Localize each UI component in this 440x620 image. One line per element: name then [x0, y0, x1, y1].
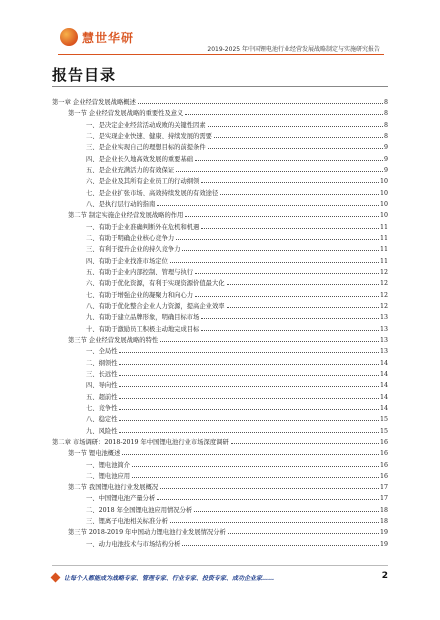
toc-leader-dots — [119, 364, 379, 365]
toc-entry-label: 四、有助于企业找准市场定位 — [86, 257, 168, 265]
toc-entry-page: 16 — [379, 461, 388, 469]
toc-leader-dots — [132, 477, 379, 478]
toc-entry-label: 五、有助于企业内部控制、管理与执行 — [86, 268, 194, 276]
toc-entry-label: 七、竞争性 — [86, 404, 118, 412]
toc-entry[interactable] — [52, 414, 388, 425]
toc-entry-label: 一、动力电池技术与市场结构分析 — [86, 540, 181, 548]
toc-entry-page: 16 — [379, 438, 388, 446]
toc-leader-dots — [119, 386, 379, 387]
toc-entry-page: 9 — [383, 155, 388, 163]
toc-entry-label: 八、稳定性 — [86, 416, 118, 424]
toc-entry[interactable] — [52, 471, 388, 482]
toc-entry[interactable] — [52, 324, 388, 335]
toc-entry-label: 第二节 制定实施企业经营发展战略的作用 — [68, 212, 184, 220]
toc-leader-dots — [157, 499, 379, 500]
toc-entry-label: 四、导向性 — [86, 382, 118, 390]
toc-entry-page: 10 — [379, 178, 388, 186]
toc-entry[interactable] — [52, 358, 388, 369]
toc-entry[interactable] — [52, 256, 388, 267]
toc-leader-dots — [214, 137, 383, 138]
toc-entry[interactable] — [52, 244, 388, 255]
footer-divider — [52, 565, 388, 566]
toc-entry-page: 18 — [379, 506, 388, 514]
toc-leader-dots — [227, 284, 379, 285]
toc-entry-page: 11 — [379, 257, 388, 265]
toc-entry-label: 五、是企业充满活力的有效保证 — [86, 166, 175, 174]
toc-leader-dots — [201, 182, 379, 183]
toc-entry[interactable] — [52, 482, 388, 493]
heading-divider — [52, 86, 388, 87]
toc-entry-label: 一、中国锂电池产量分析 — [86, 495, 156, 503]
toc-leader-dots — [220, 194, 379, 195]
toc-entry-page: 8 — [383, 99, 388, 106]
toc-leader-dots — [201, 318, 379, 319]
toc-entry[interactable] — [52, 505, 388, 516]
toc-leader-dots — [122, 454, 379, 455]
toc-entry-page: 16 — [379, 450, 388, 458]
toc-entry-page: 11 — [379, 246, 388, 254]
toc-entry-label: 第一节 企业经营发展战略的重要性及意义 — [68, 110, 184, 118]
toc-leader-dots — [185, 216, 379, 217]
toc-leader-dots — [138, 103, 383, 104]
toc-entry-page: 17 — [379, 495, 388, 503]
toc-entry-label: 七、有助于增强企业的凝聚力和向心力 — [86, 291, 194, 299]
toc-entry-page: 10 — [379, 189, 388, 197]
toc-entry[interactable] — [52, 493, 388, 504]
toc-leader-dots — [227, 307, 379, 308]
toc-entry-page: 13 — [379, 325, 388, 333]
header-divider — [58, 54, 384, 55]
toc-entry-page: 8 — [383, 110, 388, 118]
toc-leader-dots — [176, 171, 383, 172]
toc-entry[interactable] — [52, 278, 388, 289]
toc-leader-dots — [208, 126, 383, 127]
toc-entry-label: 六、有助于优化资源，有利于实现资源价值最大化 — [86, 280, 225, 288]
toc-entry[interactable] — [52, 392, 388, 403]
toc-leader-dots — [185, 114, 383, 115]
toc-entry-label: 七、是企业扩张市场、高效持续发展的有效途径 — [86, 189, 219, 197]
toc-entry-label: 九、有助于建立品牌形象，明确目标市场 — [86, 314, 200, 322]
toc-entry-label: 三、有利于提升企业的持久竞争力 — [86, 246, 181, 254]
toc-entry-label: 二、2018 年全国锂电池应用情况分析 — [86, 506, 193, 514]
toc-entry-label: 十、有助于激励员工积极主动地完成目标 — [86, 325, 200, 333]
toc-leader-dots — [132, 466, 379, 467]
toc-entry-page: 15 — [379, 427, 388, 435]
toc-entry[interactable] — [52, 97, 388, 108]
toc-entry-page: 14 — [379, 359, 388, 367]
toc-entry-page: 8 — [383, 132, 388, 140]
toc-entry[interactable] — [52, 403, 388, 414]
toc-entry[interactable] — [52, 426, 388, 437]
footer-slogan: 让每个人都能成为战略专家、管理专家、行业专家、投资专家、成功企业家…… — [64, 575, 275, 582]
toc-entry-page: 13 — [379, 348, 388, 356]
page-number: 2 — [381, 571, 388, 581]
page-header — [0, 0, 440, 54]
toc-entry-label: 第三节 2018-2019 年中国动力锂电池行业发展情况分析 — [68, 529, 226, 537]
toc-entry[interactable] — [52, 290, 388, 301]
toc-entry[interactable] — [52, 267, 388, 278]
toc-entry-page: 10 — [379, 212, 388, 220]
toc-leader-dots — [201, 228, 379, 229]
toc-entry-label: 三、是企业实现自己的理想目标的前提条件 — [86, 144, 206, 152]
toc-entry[interactable] — [52, 437, 388, 448]
toc-entry-page: 9 — [383, 166, 388, 174]
toc-entry[interactable] — [52, 210, 388, 221]
toc-entry-page: 17 — [379, 484, 388, 492]
toc-entry[interactable] — [52, 233, 388, 244]
toc-leader-dots — [170, 522, 379, 523]
toc-leader-dots — [170, 262, 379, 263]
toc-entry-page: 11 — [379, 223, 388, 231]
toc-entry-page: 12 — [379, 280, 388, 288]
toc-leader-dots — [119, 432, 379, 433]
toc-entry-label: 一、全局性 — [86, 348, 118, 356]
toc-entry-label: 三、长远性 — [86, 370, 118, 378]
toc-entry[interactable] — [52, 312, 388, 323]
toc-leader-dots — [160, 488, 379, 489]
toc-leader-dots — [195, 296, 379, 297]
toc-entry[interactable] — [52, 131, 388, 142]
toc-entry-label: 二、纲领性 — [86, 359, 118, 367]
toc-leader-dots — [182, 545, 379, 546]
toc-entry-page: 19 — [379, 529, 388, 537]
toc-entry-page: 12 — [379, 291, 388, 299]
toc-entry-page: 18 — [379, 518, 388, 526]
toc-entry-label: 第一章 企业经营发展战略概述 — [52, 99, 136, 106]
toc-entry-page: 14 — [379, 382, 388, 390]
toc-entry-page: 10 — [379, 200, 388, 208]
toc-entry-label: 一、锂电池简介 — [86, 461, 131, 469]
toc-entry[interactable] — [52, 222, 388, 233]
toc-entry-label: 三、锂离子电池相关标准分析 — [86, 518, 168, 526]
toc-leader-dots — [176, 239, 379, 240]
toc-entry-page: 14 — [379, 404, 388, 412]
toc-leader-dots — [119, 409, 379, 410]
toc-entry[interactable] — [52, 527, 388, 538]
toc-leader-dots — [119, 398, 379, 399]
toc-leader-dots — [195, 273, 379, 274]
toc-entry[interactable] — [52, 188, 388, 199]
toc-entry-label: 一、是决定企业经营活动成败的关键性因素 — [86, 121, 206, 129]
toc-entry-label: 六、是企业及其所有企业员工的行动纲领 — [86, 178, 200, 186]
toc-entry-page: 12 — [379, 302, 388, 310]
company-logo — [60, 28, 140, 48]
toc-leader-dots — [208, 148, 383, 149]
toc-entry[interactable] — [52, 346, 388, 357]
toc-entry[interactable] — [52, 301, 388, 312]
toc-entry-page: 14 — [379, 393, 388, 401]
toc-leader-dots — [160, 341, 379, 342]
toc-entry[interactable] — [52, 142, 388, 153]
toc-leader-dots — [231, 443, 379, 444]
toc-leader-dots — [157, 205, 379, 206]
toc-entry-label: 第二章 市场调研：2018-2019 年中国锂电池行业市场深度调研 — [52, 438, 229, 446]
toc-entry[interactable] — [52, 448, 388, 459]
footer-diamond-icon — [51, 573, 61, 583]
toc-entry-label: 二、有助于明确企业核心竞争力 — [86, 234, 175, 242]
toc-entry[interactable] — [52, 460, 388, 471]
logo-emblem-icon — [60, 28, 78, 46]
toc-leader-dots — [194, 511, 379, 512]
toc-entry-page: 19 — [379, 540, 388, 548]
toc-leader-dots — [228, 533, 379, 534]
page-footer — [52, 572, 388, 584]
toc-entry-label: 四、是企业长久地高效发展的重要基础 — [86, 155, 194, 163]
toc-entry[interactable] — [52, 108, 388, 119]
toc-entry-label: 九、风险性 — [86, 427, 118, 435]
report-title: 2019-2025 年中国锂电池行业经营发展战略制定与实施研究报告 — [207, 46, 380, 53]
toc-entry-page: 14 — [379, 370, 388, 378]
toc-entry-label: 一、有助于企业准确判断外在危机和机遇 — [86, 223, 200, 231]
toc-entry[interactable] — [52, 199, 388, 210]
toc-entry[interactable] — [52, 176, 388, 187]
toc-leader-dots — [119, 352, 379, 353]
toc-entry-label: 二、锂电池应用 — [86, 472, 131, 480]
logo-text: 慧世华研 — [82, 31, 135, 45]
toc-leader-dots — [119, 375, 379, 376]
page-heading: 报告目录 — [52, 66, 117, 84]
toc-entry[interactable] — [52, 165, 388, 176]
toc-entry-page: 11 — [379, 234, 388, 242]
toc-entry-page: 12 — [379, 268, 388, 276]
toc-entry-label: 八、有助于优化整合企业人力资源，提高企业效率 — [86, 302, 225, 310]
toc-entry-page: 13 — [379, 314, 388, 322]
toc-entry[interactable] — [52, 380, 388, 391]
toc-leader-dots — [119, 420, 379, 421]
toc-entry-label: 五、超前性 — [86, 393, 118, 401]
toc-entry-page: 16 — [379, 472, 388, 480]
toc-leader-dots — [195, 160, 383, 161]
toc-entry[interactable] — [52, 369, 388, 380]
toc-entry[interactable] — [52, 154, 388, 165]
table-of-contents — [52, 97, 388, 550]
toc-entry-page: 13 — [379, 336, 388, 344]
toc-entry-label: 二、是实现企业快速、健康、持续发展的需要 — [86, 132, 212, 140]
toc-leader-dots — [201, 330, 379, 331]
toc-entry[interactable] — [52, 539, 388, 550]
toc-entry-page: 8 — [383, 121, 388, 129]
toc-entry-label: 第三节 企业经营发展战略的特性 — [68, 336, 159, 344]
toc-leader-dots — [182, 250, 379, 251]
toc-entry-page: 9 — [383, 144, 388, 152]
toc-entry[interactable] — [52, 335, 388, 346]
toc-entry-label: 第一节 锂电池概述 — [68, 450, 121, 458]
toc-entry-label: 第二节 我国锂电池行业发展概况 — [68, 484, 159, 492]
toc-entry[interactable] — [52, 516, 388, 527]
toc-entry-label: 八、是执行层行动的指南 — [86, 200, 156, 208]
toc-entry-page: 15 — [379, 416, 388, 424]
toc-entry[interactable] — [52, 120, 388, 131]
